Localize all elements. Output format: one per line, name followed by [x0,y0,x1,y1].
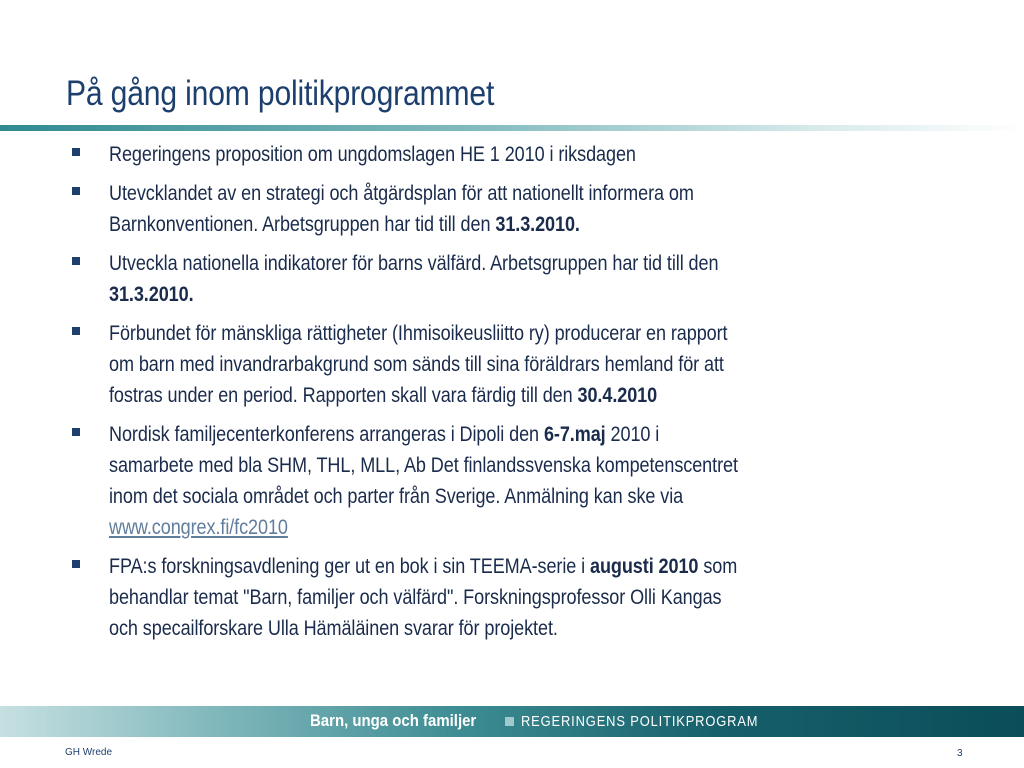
bullet-text-segment: Utevcklandet av en strategi och åtgärdsplan för att nationellt informera om [109,182,694,205]
bullet-text-segment: Nordisk familjecenterkonferens arrangeras i Dipoli den [109,423,544,446]
bullet-text-segment: om barn med invandrarbakgrund som sänds till sina föräldrars hemland för att [109,353,724,376]
bullet-square-icon [72,560,80,568]
bullet-list [72,139,952,652]
bullet-item [72,318,952,411]
page-number: 3 [957,748,963,759]
bullet-text [109,318,969,411]
footer-square-icon [505,717,514,726]
bullet-text-segment: samarbete med bla SHM, THL, MLL, Ab Det finlandssvenska kompetenscentret [109,454,738,477]
bullet-item [72,248,952,310]
bullet-text [109,419,969,543]
bullet-text-segment: inom det sociala området och parter från Sverige. Anmälning kan ske via [109,485,684,508]
bullet-text [109,248,969,310]
bullet-text-segment: 2010 i [605,423,660,446]
bullet-text-segment: Utveckla nationella indikatorer för barns välfärd. Arbetsgruppen har tid till den [109,252,719,275]
bullet-square-icon [72,327,80,335]
bullet-text-segment: Regeringens proposition om ungdomslagen HE 1 2010 i riksdagen [109,143,636,166]
bullet-bold-date: 31.3.2010. [495,213,580,236]
bullet-text [109,178,969,240]
footer-banner [0,706,1024,737]
bullet-text [109,139,969,170]
bullet-text-segment: och specailforskare Ulla Hämäläinen svarar för projektet. [109,617,558,640]
bullet-text-segment: behandlar temat "Barn, familjer och välfärd". Forskningsprofessor Olli Kangas [109,586,722,609]
bullet-square-icon [72,428,80,436]
bullet-square-icon [72,148,80,156]
bullet-square-icon [72,187,80,195]
bullet-text-segment: Förbundet för mänskliga rättigheter (Ihmisoikeusliitto ry) producerar en rapport [109,322,728,345]
bullet-bold-date: augusti 2010 [590,555,699,578]
bullet-item [72,551,952,644]
bullet-bold-date: 6-7.maj [543,423,606,446]
bullet-text-segment: som [698,555,738,578]
registration-link[interactable]: www.congrex.fi/fc2010 [109,516,288,539]
footer-brand-text: Barn, unga och familjer [310,711,477,730]
bullet-text-segment: Barnkonventionen. Arbetsgruppen har tid till den [109,213,496,236]
bullet-item [72,178,952,240]
bullet-bold-date: 31.3.2010. [109,283,194,306]
bullet-text [109,551,969,644]
bullet-square-icon [72,257,80,265]
slide-title: På gång inom politikprogrammet [66,74,495,113]
bullet-text-segment: fostras under en period. Rapporten skall vara färdig till den [109,384,578,407]
bullet-bold-date: 30.4.2010 [577,384,658,407]
title-divider [0,125,1024,131]
footer-program-text: REGERINGENS POLITIKPROGRAM [521,713,759,730]
bullet-item [72,419,952,543]
bullet-text-segment: FPA:s forskningsavdlening ger ut en bok i sin TEEMA-serie i [109,555,591,578]
bullet-item [72,139,952,170]
footer-author: GH Wrede [65,747,113,758]
